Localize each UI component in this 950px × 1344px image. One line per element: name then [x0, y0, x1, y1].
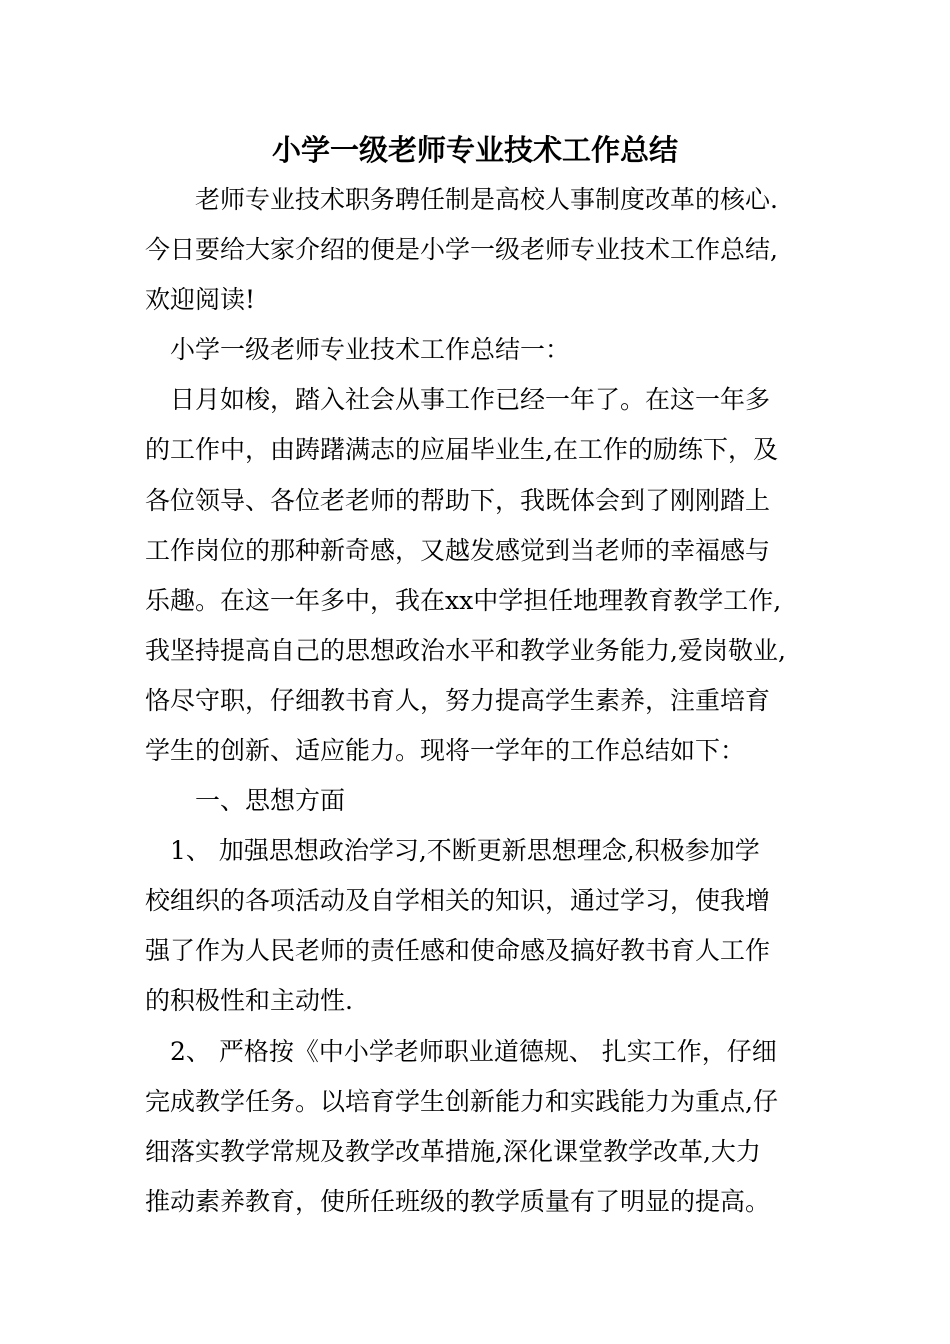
paragraph-line-4: 工作岗位的那种新奇感，又越发感觉到当老师的幸福感与 [145, 536, 771, 565]
item-1-line-4: 的积极性和主动性. [145, 986, 353, 1015]
item-1-line-3: 强了作为人民老师的责任感和使命感及搞好教书育人工作 [145, 936, 771, 965]
item-2-line-4: 推动素养教育，使所任班级的教学质量有了明显的提高。 [145, 1187, 771, 1216]
paragraph-line-2: 的工作中，由踌躇满志的应届毕业生,在工作的励练下，及 [145, 435, 778, 464]
paragraph-line-8: 学生的创新、适应能力。现将一学年的工作总结如下： [145, 736, 746, 765]
document-title: 小学一级老师专业技术工作总结 [271, 133, 678, 167]
item-1-line-2: 校组织的各项活动及自学相关的知识，通过学习，使我增 [145, 886, 771, 915]
paragraph-line-6: 我坚持提高自己的思想政治水平和教学业务能力,爱岗敬业, [145, 636, 786, 665]
subheading-thought: 一、思想方面 [195, 786, 346, 815]
intro-line-1: 老师专业技术职务聘任制是高校人事制度改革的核心. [195, 185, 778, 214]
paragraph-line-5: 乐趣。在这一年多中，我在xx中学担任地理教育教学工作, [145, 586, 782, 615]
paragraph-line-7: 恪尽守职，仔细教书育人，努力提高学生素养，注重培育 [145, 686, 771, 715]
section-heading-1: 小学一级老师专业技术工作总结一： [170, 335, 571, 364]
item-2-line-2: 完成教学任务。以培育学生创新能力和实践能力为重点,仔 [145, 1087, 778, 1116]
paragraph-line-3: 各位领导、各位老老师的帮助下，我既体会到了刚刚踏上 [145, 486, 771, 515]
item-2-line-3: 细落实教学常规及教学改革措施,深化课堂教学改革,大力 [145, 1137, 761, 1166]
item-1-line-1: 1、 加强思想政治学习,不断更新思想理念,积极参加学 [170, 836, 760, 865]
paragraph-line-1: 日月如梭，踏入社会从事工作已经一年了。在这一年多 [170, 385, 771, 414]
item-2-line-1: 2、 严格按《中小学老师职业道德规、 扎实工作，仔细 [170, 1037, 777, 1066]
intro-line-3: 欢迎阅读! [145, 285, 256, 314]
intro-line-2: 今日要给大家介绍的便是小学一级老师专业技术工作总结, [145, 235, 778, 264]
